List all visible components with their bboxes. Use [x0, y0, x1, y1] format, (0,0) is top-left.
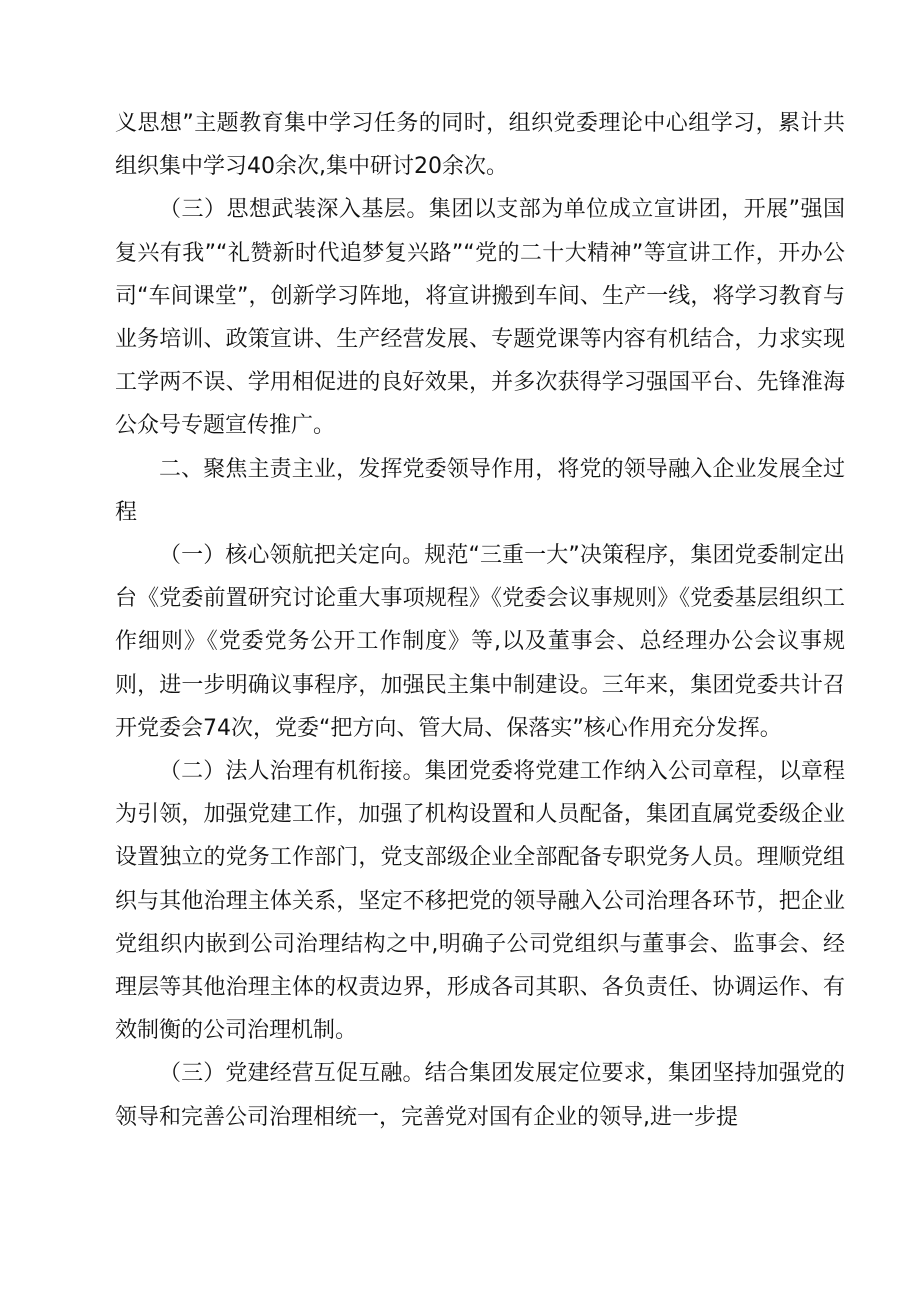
document-body — [115, 102, 845, 1139]
paragraph-continuation: 义思想”主题教育集中学习任务的同时，组织党委理论中心组学习，累计共组织集中学习40余次,集中研讨20余次。 — [115, 111, 845, 180]
paragraph-core-leadership: （一）核心领航把关定向。规范“三重一大”决策程序，集团党委制定出台《党委前置研究讨论重大事项规程》《党委会议事规则》《党委基层组织工作细则》《党委党务公开工作制度》等,以及董事会、总经理办公会议事规则，进一步明确议事程序，加强民主集中制建设。三年来，集团党委共计召开党委会74次，党委“把方向、管大局、保落实”核心作用充分发挥。 — [115, 543, 845, 741]
paragraph-party-business-integration: （三）党建经营互促互融。结合集团发展定位要求，集团坚持加强党的领导和完善公司治理相统一，完善党对国有企业的领导,进一步提 — [115, 1061, 845, 1130]
paragraph-ideological-armament: （三）思想武装深入基层。集团以支部为单位成立宣讲团，开展”强国复兴有我”“礼赞新时代追梦复兴路”“党的二十大精神”等宣讲工作，开办公司“车间课堂”，创新学习阵地，将宣讲搬到车间、生产一线，将学习教育与业务培训、政策宣讲、生产经营发展、专题党课等内容有机结合，力求实现工学两不误、学用相促进的良好效果，并多次获得学习强国平台、先锋淮海公众号专题宣传推广。 — [115, 197, 845, 439]
paragraph-corporate-governance: （二）法人治理有机衔接。集团党委将党建工作纳入公司章程，以章程为引领，加强党建工作，加强了机构设置和人员配备，集团直属党委级企业设置独立的党务工作部门，党支部级企业全部配备专职党务人员。理顺党组织与其他治理主体关系，坚定不移把党的领导融入公司治理各环节，把企业党组织内嵌到公司治理结构之中,明确子公司党组织与董事会、监事会、经理层等其他治理主体的权责边界，形成各司其职、各负责任、协调运作、有效制衡的公司治理机制。 — [115, 759, 845, 1044]
section-heading-two: 二、聚焦主责主业，发挥党委领导作用，将党的领导融入企业发展全过程 — [115, 456, 845, 525]
